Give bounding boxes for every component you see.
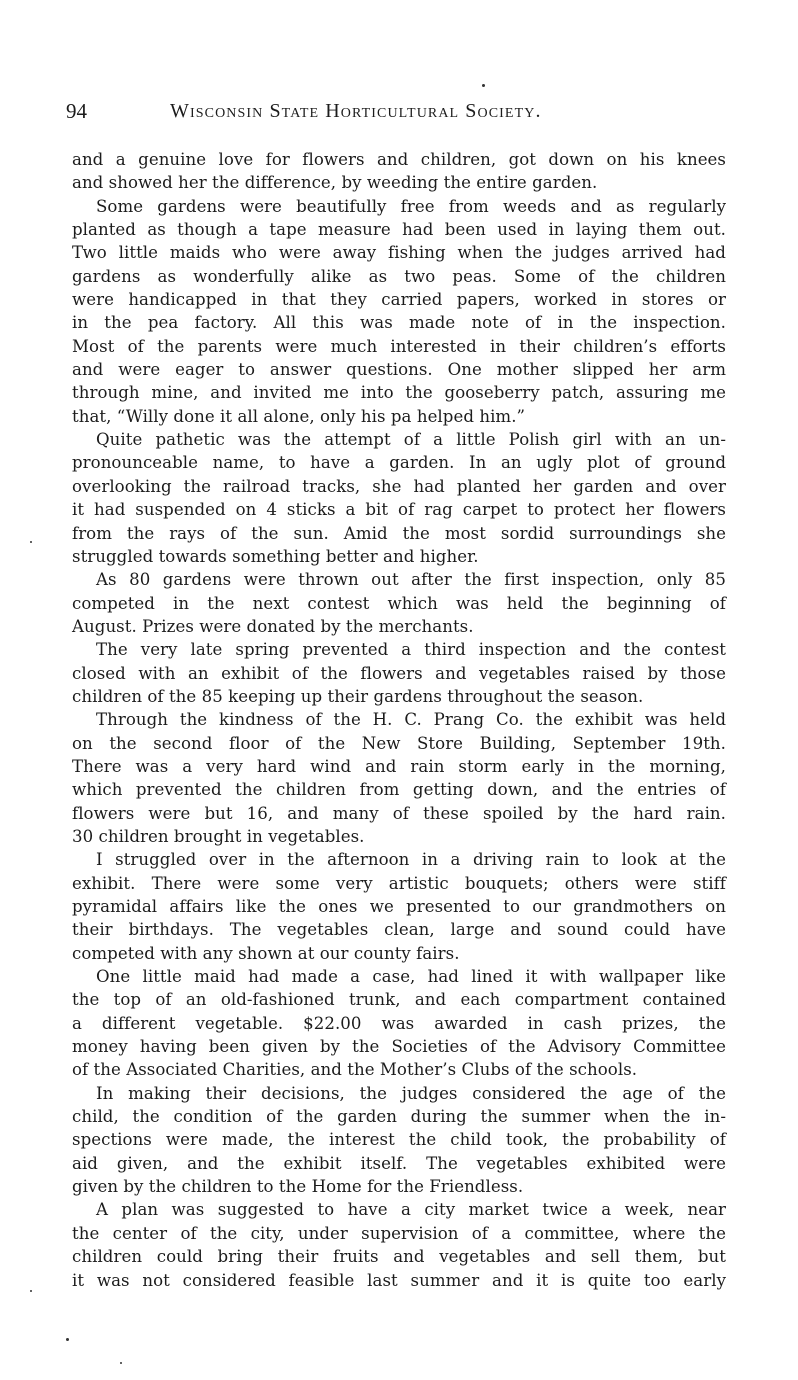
text-line: 30 children brought in vegetables. bbox=[72, 826, 365, 846]
text-line: through mine, and invited me into the gooseberry patch, assuring me bbox=[72, 383, 726, 403]
text-line: it had suspended on 4 sticks a bit of rag carpet to protect her flowers bbox=[72, 500, 726, 520]
text-line: One little maid had made a case, had lined it with wallpaper like bbox=[96, 967, 726, 987]
text-line: in the pea factory. All this was made note of in the inspection. bbox=[72, 313, 726, 333]
text-line: it was not considered feasible last summer and it is quite too early bbox=[72, 1270, 726, 1290]
text-line: August. Prizes were donated by the merchants. bbox=[72, 616, 474, 636]
text-line: A plan was suggested to have a city market twice a week, near bbox=[96, 1200, 726, 1220]
text-line: As 80 gardens were thrown out after the first inspection, only 85 bbox=[96, 570, 726, 590]
text-line: money having been given by the Societies of the Advisory Committee bbox=[72, 1037, 726, 1057]
text-line: that, “Willy done it all alone, only his pa helped him.” bbox=[72, 406, 526, 426]
paragraph bbox=[72, 1082, 726, 1199]
text-line: aid given, and the exhibit itself. The vegetables exhibited were bbox=[72, 1153, 726, 1173]
text-line: children of the 85 keeping up their gardens throughout the season. bbox=[72, 686, 644, 706]
text-line: overlooking the railroad tracks, she had planted her garden and over bbox=[72, 476, 726, 496]
text-line: child, the condition of the garden during the summer when the in- bbox=[72, 1107, 726, 1127]
text-line: Through the kindness of the H. C. Prang Co. the exhibit was held bbox=[96, 710, 726, 730]
text-line: Two little maids who were away fishing when the judges arrived had bbox=[72, 243, 726, 263]
paragraph bbox=[72, 848, 726, 965]
print-speck bbox=[120, 1362, 122, 1364]
text-line: from the rays of the sun. Amid the most sordid surroundings she bbox=[72, 523, 726, 543]
paragraph bbox=[72, 195, 726, 428]
text-line: closed with an exhibit of the flowers and vegetables raised by those bbox=[72, 663, 726, 683]
text-line: exhibit. There were some very artistic bouquets; others were stiff bbox=[72, 873, 726, 893]
text-line: which prevented the children from getting down, and the entries of bbox=[72, 780, 726, 800]
text-line: children could bring their fruits and vegetables and sell them, but bbox=[72, 1247, 726, 1267]
text-line: the center of the city, under supervision of a committee, where the bbox=[72, 1223, 726, 1243]
paragraph bbox=[72, 428, 726, 568]
text-line: and were eager to answer questions. One mother slipped her arm bbox=[72, 360, 726, 380]
text-line: and a genuine love for flowers and children, got down on his knees bbox=[72, 150, 726, 169]
text-line: Quite pathetic was the attempt of a little Polish girl with an un- bbox=[96, 430, 726, 450]
text-line: given by the children to the Home for the Friendless. bbox=[72, 1177, 524, 1197]
text-line: Some gardens were beautifully free from weeds and as regularly bbox=[96, 196, 726, 216]
text-line: Most of the parents were much interested in their children’s efforts bbox=[72, 336, 726, 356]
text-line: a different vegetable. $22.00 was awarded in cash prizes, the bbox=[72, 1013, 726, 1033]
text-line: pyramidal affairs like the ones we presented to our grandmothers on bbox=[72, 897, 726, 916]
text-line: competed with any shown at our county fairs. bbox=[72, 943, 460, 963]
text-line: I struggled over in the afternoon in a driving rain to look at the bbox=[96, 850, 726, 870]
text-line: struggled towards something better and higher. bbox=[72, 546, 479, 566]
paragraph bbox=[72, 568, 726, 638]
text-line: There was a very hard wind and rain storm early in the morning, bbox=[72, 756, 726, 776]
text-line: planted as though a tape measure had been used in laying them out. bbox=[72, 220, 726, 240]
text-line: In making their decisions, the judges considered the age of the bbox=[96, 1083, 726, 1103]
print-speck bbox=[30, 541, 32, 543]
paragraph bbox=[72, 708, 726, 848]
running-head bbox=[66, 96, 730, 126]
text-line: competed in the next contest which was held the beginning of bbox=[72, 593, 726, 613]
print-speck bbox=[66, 1338, 69, 1341]
text-line: and showed her the difference, by weeding the entire garden. bbox=[72, 173, 598, 193]
text-line: flowers were but 16, and many of these spoiled by the hard rain. bbox=[72, 803, 726, 823]
text-line: their birthdays. The vegetables clean, large and sound could have bbox=[72, 920, 726, 940]
text-line: spections were made, the interest the child took, the probability of bbox=[72, 1130, 726, 1150]
text-line: of the Associated Charities, and the Mother’s Clubs of the schools. bbox=[72, 1060, 638, 1080]
text-line: on the second floor of the New Store Building, September 19th. bbox=[72, 733, 726, 753]
text-line: gardens as wonderfully alike as two peas. Some of the children bbox=[72, 266, 726, 286]
text-line: pronounceable name, to have a garden. In an ugly plot of ground bbox=[72, 453, 726, 473]
print-speck bbox=[30, 1290, 32, 1292]
paragraph bbox=[72, 148, 726, 195]
paragraph bbox=[72, 638, 726, 708]
text-line: The very late spring prevented a third inspection and the contest bbox=[96, 640, 726, 660]
paragraph bbox=[72, 965, 726, 1082]
paragraph bbox=[72, 1198, 726, 1291]
text-line: the top of an old-fashioned trunk, and each compartment contained bbox=[72, 990, 726, 1010]
running-title: Wisconsin State Horticultural Society. bbox=[170, 100, 542, 122]
body-text bbox=[72, 148, 726, 1292]
text-line: were handicapped in that they carried papers, worked in stores or bbox=[72, 290, 726, 310]
page-number: 94 bbox=[66, 99, 87, 123]
print-speck bbox=[482, 84, 485, 87]
